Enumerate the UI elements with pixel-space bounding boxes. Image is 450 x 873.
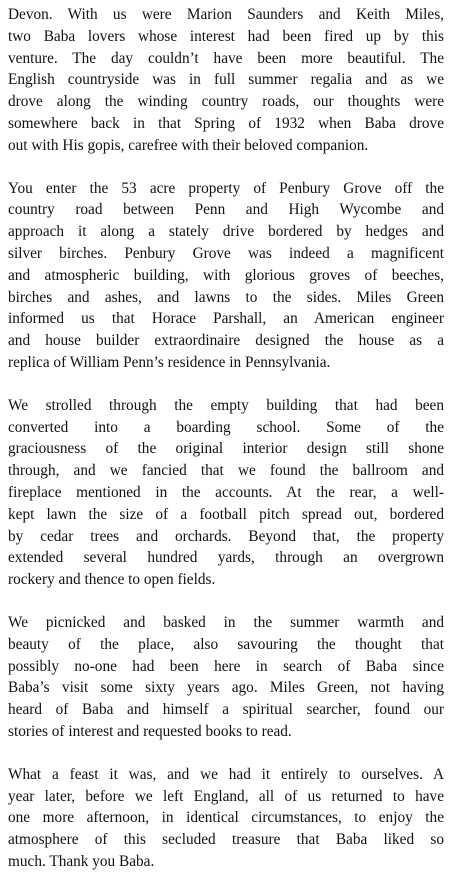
text-line: birches and ashes, and lawns to the sides. Miles Green: [8, 288, 444, 306]
text-line: one more afternoon, in identical circumstances, to enjoy the: [8, 809, 444, 827]
text-line: through, and we fancied that we found the ballroom and: [8, 462, 444, 480]
text-line: fireplace mentioned in the accounts. At the rear, a well-: [8, 483, 444, 501]
text-line: much. Thank you Baba.: [8, 852, 155, 870]
text-line: You enter the 53 acre property of Penbury Grove off the: [8, 179, 444, 197]
text-line: extended several hundred yards, through an overgrown: [8, 549, 444, 567]
text-line: drove along the winding country roads, our thoughts were: [8, 93, 444, 111]
text-line: informed us that Horace Parshall, an American engineer: [8, 310, 444, 328]
text-line: two Baba lovers whose interest had been fired up by this: [8, 27, 444, 45]
text-line: silver birches. Penbury Grove was indeed a magnificent: [8, 244, 444, 262]
text-line: possibly no-one had been here in search of Baba since: [8, 657, 444, 675]
text-line: year later, before we left England, all of us returned to have: [8, 787, 444, 805]
paragraph-2: [8, 178, 444, 374]
text-line: converted into a boarding school. Some of the: [8, 418, 444, 436]
text-line: venture. The day couldn’t have been more beautiful. The: [8, 49, 444, 67]
text-line: heard of Baba and himself a spiritual searcher, found our: [8, 701, 444, 719]
paragraph-5: [8, 764, 444, 873]
text-line: What a feast it was, and we had it entirely to ourselves. A: [8, 765, 444, 783]
text-line: and atmospheric building, with glorious groves of beeches,: [8, 266, 444, 284]
text-line: rockery and thence to open fields.: [8, 571, 216, 589]
text-line: kept lawn the size of a football pitch spread out, bordered: [8, 505, 444, 523]
text-line: by cedar trees and orchards. Beyond that, the property: [8, 527, 444, 545]
text-line: atmosphere of this secluded treasure that Baba liked so: [8, 831, 444, 849]
text-line: We picnicked and basked in the summer warmth and: [8, 613, 444, 631]
paragraph-1: [8, 4, 444, 157]
text-line: Baba’s visit some sixty years ago. Miles Green, not having: [8, 679, 444, 697]
text-line: graciousness of the original interior design still shone: [8, 440, 444, 458]
text-line: somewhere back in that Spring of 1932 when Baba drove: [8, 114, 444, 132]
text-line: country road between Penn and High Wycombe and: [8, 201, 444, 219]
text-line: and house builder extraordinaire designed the house as a: [8, 332, 444, 350]
text-line: We strolled through the empty building that had been: [8, 396, 444, 414]
text-line: approach it along a stately drive bordered by hedges and: [8, 223, 444, 241]
text-line: replica of William Penn’s residence in Pennsylvania.: [8, 353, 331, 371]
paragraph-3: [8, 395, 444, 591]
text-line: beauty of the place, also savouring the thought that: [8, 635, 444, 653]
text-line: stories of interest and requested books to read.: [8, 722, 292, 740]
text-line: out with His gopis, carefree with their beloved companion.: [8, 136, 369, 154]
text-line: English countryside was in full summer regalia and as we: [8, 71, 444, 89]
paragraph-4: [8, 612, 444, 743]
text-line: Devon. With us were Marion Saunders and Keith Miles,: [8, 6, 444, 23]
